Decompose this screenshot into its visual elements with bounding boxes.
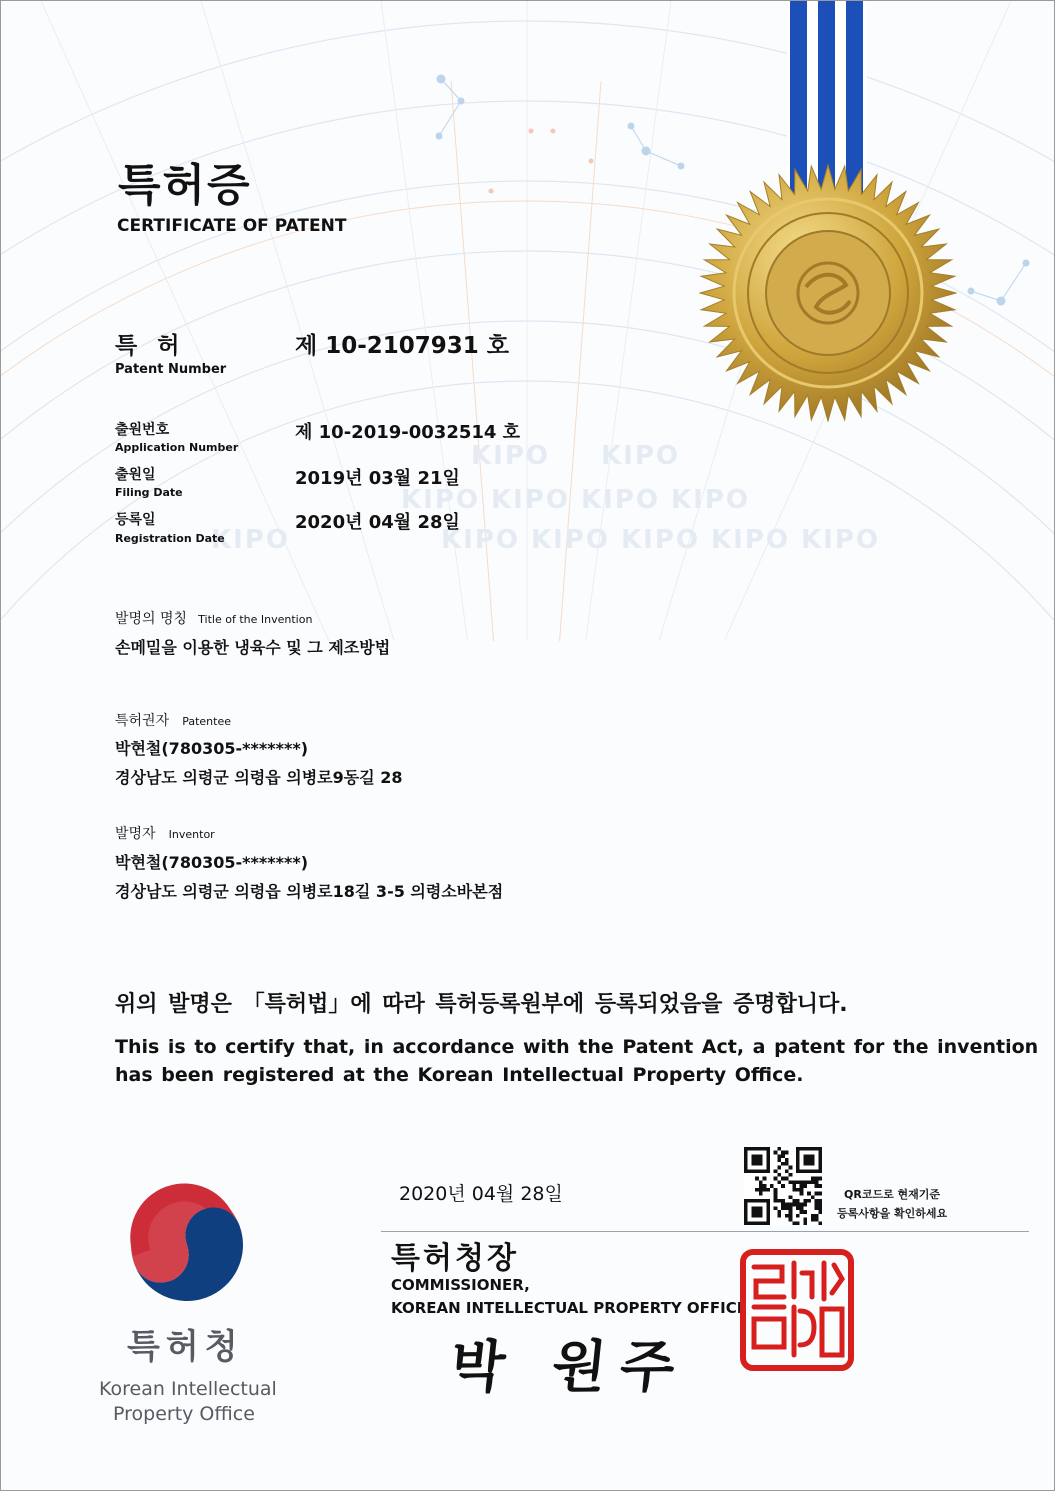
patentee-label: [115, 710, 231, 730]
registration-date-value: 2020년 04월 28일: [295, 512, 460, 533]
watermark: KIPO: [211, 525, 290, 555]
issue-date: 2020년 04월 28일: [399, 1183, 563, 1205]
filing-date-label-en: Filing Date: [115, 486, 183, 499]
commissioner-title-en-line2: KOREAN INTELLECTUAL PROPERTY OFFICE: [391, 1299, 748, 1317]
watermark: KIPO: [471, 441, 550, 471]
application-number-value: 제 10-2019-0032514 호: [295, 422, 521, 443]
invention-title-label-ko: 발명의 명칭: [115, 611, 188, 627]
watermark: KIPO: [491, 485, 570, 515]
registration-date-label-en: Registration Date: [115, 532, 225, 545]
certification-statement-en-line1: This is to certify that, in accordance with the Patent Act, a patent for the invention: [115, 1036, 1039, 1058]
watermark: KIPO: [581, 485, 660, 515]
certification-statement-en-line2: has been registered at the Korean Intellectual Property Office.: [115, 1064, 804, 1086]
application-number-label-en: Application Number: [115, 441, 239, 454]
inventor-label: [115, 823, 215, 843]
patent-number-label-en: Patent Number: [115, 362, 227, 377]
kipo-logo-name-en-line1: Korean Intellectual: [99, 1378, 277, 1400]
kipo-logo-icon: [125, 1183, 249, 1307]
commissioner-title-en-line1: COMMISSIONER,: [391, 1276, 530, 1294]
inventor-name: 박현철(780305-*******): [115, 853, 309, 872]
patentee-address: 경상남도 의령군 의령읍 의병로9동길 28: [115, 768, 403, 787]
filing-date-value: 2019년 03월 21일: [295, 468, 460, 489]
kipo-logo-name-en-line2: Property Office: [113, 1403, 255, 1425]
page-subtitle: CERTIFICATE OF PATENT: [117, 216, 347, 236]
patentee-label-en: Patentee: [182, 715, 231, 728]
invention-title-label-en: Title of the Invention: [198, 613, 313, 626]
kipo-logo-name-ko: 특허청: [127, 1327, 244, 1367]
watermark: KIPO: [801, 525, 880, 555]
watermark: KIPO: [621, 525, 700, 555]
qr-caption-line1: QR코드로 현재기준: [844, 1188, 941, 1201]
watermark: KIPO: [531, 525, 610, 555]
watermark: KIPO: [601, 441, 680, 471]
patentee-name: 박현철(780305-*******): [115, 739, 309, 758]
commissioner-signature: 박 원주: [447, 1334, 692, 1400]
watermark: KIPO: [711, 525, 790, 555]
invention-title-label: [115, 608, 312, 628]
qr-caption-line2: 등록사항을 확인하세요: [837, 1207, 948, 1220]
gold-seal-icon: [699, 164, 957, 422]
watermark: KIPO: [441, 525, 520, 555]
commissioner-title-ko: 특허청장: [391, 1241, 519, 1276]
registration-date-label: 등록일: [115, 512, 156, 528]
patent-number-value: 제 10-2107931 호: [295, 333, 510, 359]
filing-date-label: 출원일: [115, 467, 156, 483]
patent-number-label: 특 허: [115, 333, 186, 359]
certification-statement-ko: 위의 발명은 「특허법」에 따라 특허등록원부에 등록되었음을 증명합니다.: [115, 992, 848, 1017]
invention-title: 손메밀을 이용한 냉육수 및 그 제조방법: [115, 638, 391, 657]
official-seal-icon: [738, 1247, 856, 1373]
signature-divider: [381, 1231, 1029, 1232]
inventor-address: 경상남도 의령군 의령읍 의병로18길 3-5 의령소바본점: [115, 882, 504, 901]
page-title: 특허증: [118, 160, 252, 211]
inventor-label-en: Inventor: [168, 828, 215, 841]
patentee-label-ko: 특허권자: [115, 713, 170, 729]
application-number-label: 출원번호: [115, 422, 170, 438]
watermark: KIPO: [401, 485, 480, 515]
inventor-label-ko: 발명자: [115, 826, 156, 842]
watermark: KIPO: [671, 485, 750, 515]
qr-code-icon: [744, 1147, 822, 1225]
